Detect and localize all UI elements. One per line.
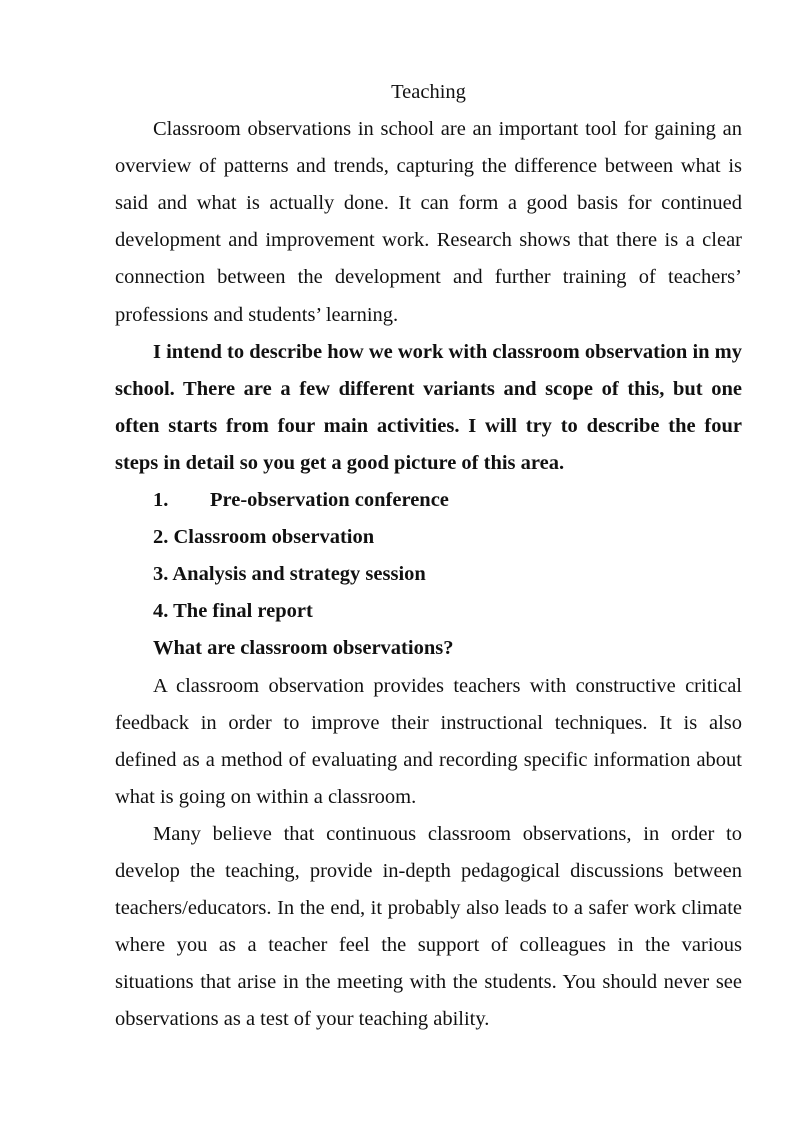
- document-title: Teaching: [391, 81, 466, 103]
- intro-paragraph: Classroom observations in school are an important tool for gaining an overview of patterns and trends, capturing the difference between what is said and what is actually done. It can form a good basis for continued development and improvement work. Research shows that there is a clear connection between the development and further training of teachers’ professions and students’ learning.: [115, 118, 742, 326]
- closing-paragraph: Many believe that continuous classroom observations, in order to develop the teaching, provide in-depth pedagogical discussions between teachers/educators. In the end, it probably also leads to a safer work climate where you as a teacher feel the support of colleagues in the various situations that arise in the meeting with the students. You should never see observations as a test of your teaching ability.: [115, 822, 742, 1031]
- step-item-1: [115, 482, 742, 519]
- section-heading: What are classroom observations?: [153, 637, 454, 660]
- step-item-2: 2. Classroom observation: [153, 526, 375, 549]
- step-item-4: 4. The final report: [153, 600, 313, 623]
- document-page: [115, 74, 742, 1038]
- step-item-3: 3. Analysis and strategy session: [153, 563, 426, 586]
- definition-paragraph: A classroom observation provides teachers with constructive critical feedback in order to improve their instructional techniques. It is also defined as a method of evaluating and recording specific information about what is going on within a classroom.: [115, 674, 742, 808]
- step-label: Pre-observation conference: [210, 489, 449, 512]
- step-number: 1.: [153, 489, 169, 512]
- bold-intent-paragraph: I intend to describe how we work with classroom observation in my school. There are a few different variants and scope of this, but one often starts from four main activities. I will try to describe the four steps in detail so you get a good picture of this area.: [115, 340, 742, 474]
